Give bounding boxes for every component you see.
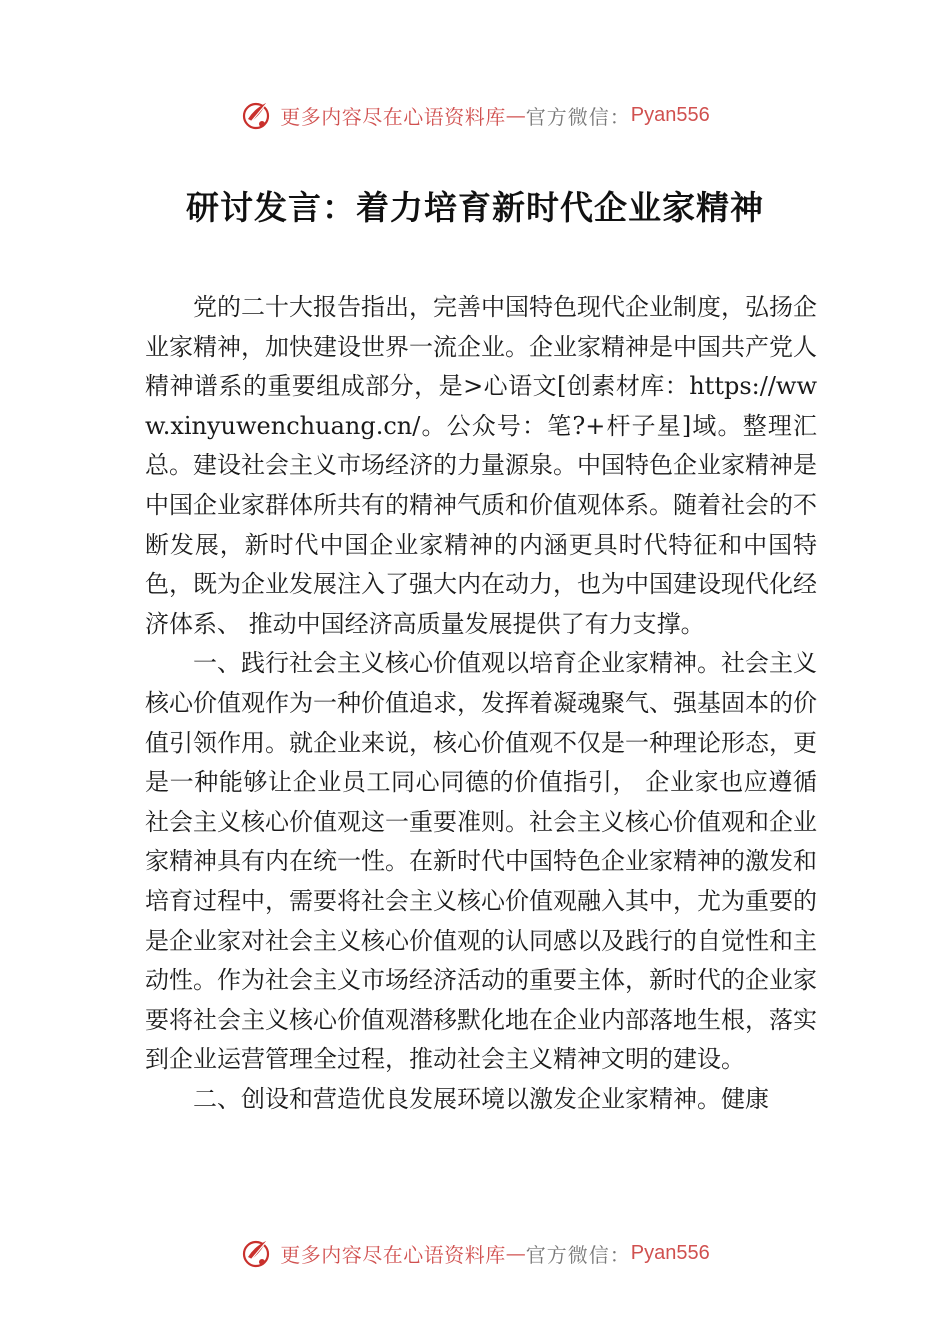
banner-separator: — <box>505 1241 526 1265</box>
document-body <box>145 288 817 1119</box>
quill-pen-logo-icon <box>240 97 276 133</box>
footer-banner <box>0 1233 950 1273</box>
banner-separator: — <box>505 103 526 127</box>
document-title: 研讨发言：着力培育新时代企业家精神 <box>186 188 764 227</box>
banner-wechat-label: 官方微信： <box>525 1242 631 1267</box>
header-banner <box>0 95 950 135</box>
banner-wechat-id: Pyan556 <box>630 1241 710 1264</box>
paragraph-section-1: 一、践行社会主义核心价值观以培育企业家精神。社会主义核心价值观作为一种价值追求，发挥着凝魂聚气、强基固本的价值引领作用。就企业来说，核心价值观不仅是一种理论形态，更是一种能够让企业员工同心同德的价值指引， 企业家也应遵循社会主义核心价值观这一重要准则。社会主义核心价值观和企业家精神具有内在统一性。在新时代中国特色企业家精神的激发和培育过程中，需要将社会主义核心价值观融入其中，尤为重要的是企业家对社会主义核心价值观的认同感以及践行的自觉性和主动性。作为社会主义市场经济活动的重要主体，新时代的企业家要将社会主义核心价值观潜移默化地在企业内部落地生根，落实到企业运营管理全过程，推动社会主义精神文明的建设。 <box>145 649 817 1074</box>
banner-slogan: 更多内容尽在心语资料库 <box>280 104 506 129</box>
paragraph-section-2: 二、创设和营造优良发展环境以激发企业家精神。健康 <box>193 1084 769 1113</box>
banner-wechat-label: 官方微信： <box>525 104 631 129</box>
banner-slogan: 更多内容尽在心语资料库 <box>280 1242 506 1267</box>
paragraph-intro: 党的二十大报告指出，完善中国特色现代企业制度，弘扬企业家精神，加快建设世界一流企业。企业家精神是中国共产党人精神谱系的重要组成部分，是>心语文[创素材库：https://www.xinyuwenchuang.cn/。公众号：笔?+杆子星]域。整理汇总。建设社会主义市场经济的力量源泉。中国特色企业家精神是中国企业家群体所共有的精神气质和价值观体系。随着社会的不断发展，新时代中国企业家精神的内涵更具时代特征和中国特色，既为企业发展注入了强大内在动力，也为中国建设现代化经济体系、 推动中国经济高质量发展提供了有力支撑。 <box>145 293 817 638</box>
banner-wechat-id: Pyan556 <box>630 103 710 126</box>
quill-pen-logo-icon <box>240 1235 276 1271</box>
